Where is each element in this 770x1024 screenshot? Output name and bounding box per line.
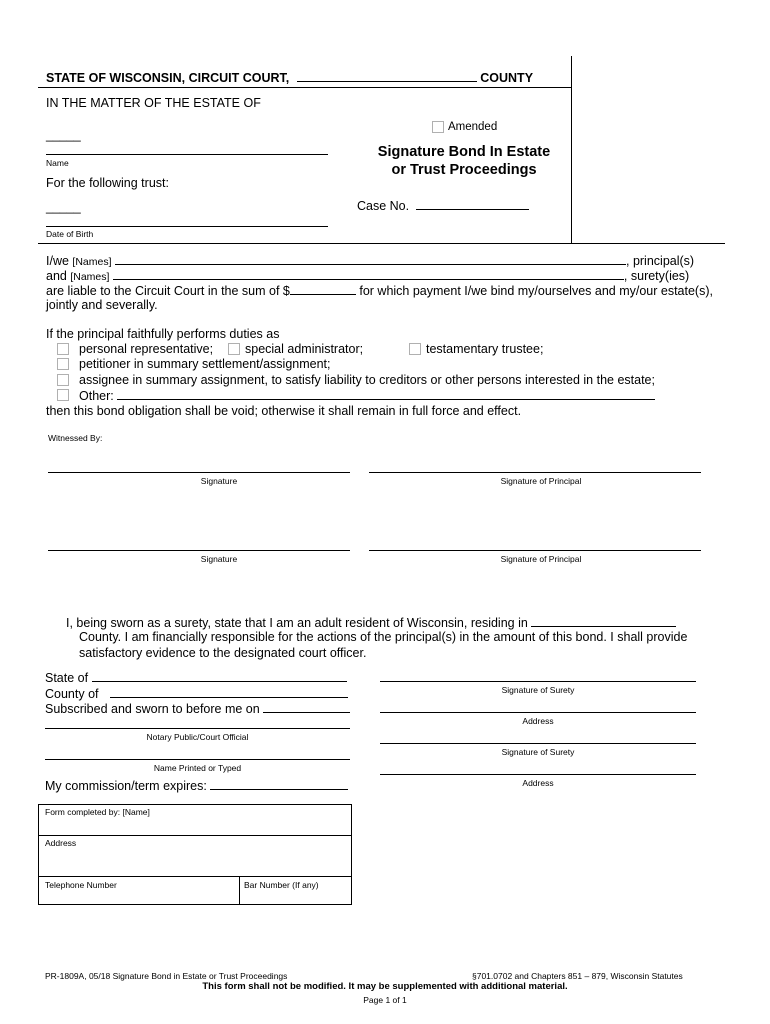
- surety-statement-line2: County. I am financially responsible for the actions of the principal(s) in the amount of this bond. I shall provide: [79, 630, 688, 644]
- iwe-label: I/we: [46, 254, 69, 268]
- form-title-line1: Signature Bond In Estate: [377, 144, 551, 160]
- state-circuit-label: STATE OF WISCONSIN, CIRCUIT COURT,: [46, 71, 290, 85]
- surety-row: [46, 268, 689, 283]
- surety-statement-text-1: I, being sworn as a surety, state that I am an adult resident of Wisconsin, residing in: [66, 616, 528, 630]
- witness-signature-line-1[interactable]: [48, 472, 350, 473]
- personal-rep-checkbox[interactable]: [57, 343, 69, 355]
- surety-signature-label-1: Signature of Surety: [501, 685, 575, 695]
- liable-text-b: for which payment I/we bind my/ourselves and my/our estate(s),: [359, 284, 713, 298]
- special-admin-checkbox[interactable]: [228, 343, 240, 355]
- amended-checkbox[interactable]: [432, 121, 444, 133]
- liable-row: [46, 283, 713, 298]
- petitioner-label: petitioner in summary settlement/assignment;: [79, 357, 331, 371]
- names-placeholder-1: [Names]: [72, 256, 112, 268]
- state-of-field[interactable]: [92, 670, 347, 682]
- surety-statement-line1: [66, 615, 676, 630]
- personal-rep-label: personal representative;: [79, 342, 214, 356]
- amended-label: Amended: [448, 121, 498, 133]
- county-field[interactable]: [297, 70, 477, 82]
- other-checkbox[interactable]: [57, 389, 69, 401]
- dob-blank: _____: [46, 200, 81, 214]
- footer-not-modified: This form shall not be modified. It may be supplemented with additional material.: [202, 981, 568, 992]
- notary-label: Notary Public/Court Official: [146, 732, 249, 742]
- liable-text-a: are liable to the Circuit Court in the sum of $: [46, 284, 290, 298]
- if-principal-text: If the principal faithfully performs duties as: [46, 327, 280, 341]
- other-field[interactable]: [117, 388, 655, 400]
- principal-signature-label-2: Signature of Principal: [500, 554, 582, 564]
- sureties-label: , surety(ies): [623, 269, 690, 283]
- assignee-checkbox[interactable]: [57, 374, 69, 386]
- commission-expiry-field[interactable]: [210, 778, 348, 790]
- footer-form-id: PR-1809A, 05/18 Signature Bond in Estate or Trust Proceedings: [45, 971, 288, 981]
- principals-label: , principal(s): [626, 254, 695, 268]
- commission-row: [45, 778, 348, 793]
- trust-label: For the following trust:: [46, 176, 169, 190]
- testamentary-trustee-checkbox[interactable]: [409, 343, 421, 355]
- subscribed-label: Subscribed and sworn to before me on: [45, 702, 260, 716]
- court-heading: [46, 70, 533, 85]
- principal-signature-label-1: Signature of Principal: [500, 476, 582, 486]
- surety-signature-line-2[interactable]: [380, 743, 696, 744]
- box-divider-1: [38, 835, 352, 836]
- name-label: Name: [46, 158, 69, 168]
- dob-field[interactable]: [46, 226, 328, 227]
- principal-names-field[interactable]: [115, 253, 626, 265]
- form-completed-label[interactable]: Form completed by: [Name]: [45, 807, 150, 817]
- notary-signature-line[interactable]: [45, 728, 350, 729]
- principal-signature-line-1[interactable]: [369, 472, 701, 473]
- surety-address-label-2: Address: [522, 778, 554, 788]
- sworn-date-field[interactable]: [263, 701, 350, 713]
- petitioner-checkbox[interactable]: [57, 358, 69, 370]
- residence-county-field[interactable]: [531, 615, 676, 627]
- surety-names-field[interactable]: [113, 268, 624, 280]
- state-of-row: [45, 670, 347, 685]
- case-no-label: Case No.: [357, 199, 410, 213]
- header-bottom-rule: [38, 243, 725, 244]
- telephone-label[interactable]: Telephone Number: [45, 880, 117, 890]
- testamentary-trustee-label: testamentary trustee;: [426, 342, 544, 356]
- footer-statutes: §701.0702 and Chapters 851 – 879, Wisconsin Statutes: [472, 971, 683, 981]
- county-label: COUNTY: [480, 71, 534, 85]
- county-of-field[interactable]: [110, 686, 348, 698]
- witness-signature-label-2: Signature: [200, 554, 238, 564]
- special-admin-label: special administrator;: [245, 342, 364, 356]
- other-row: [79, 388, 655, 403]
- subscribed-row: [45, 701, 350, 716]
- witness-signature-line-2[interactable]: [48, 550, 350, 551]
- box-divider-vertical: [239, 876, 240, 905]
- case-no-field[interactable]: [416, 198, 529, 210]
- box-divider-2: [38, 876, 352, 877]
- surety-address-line-2[interactable]: [380, 774, 696, 775]
- name-printed-line[interactable]: [45, 759, 350, 760]
- name-field[interactable]: [46, 154, 328, 155]
- state-of-label: State of: [45, 671, 89, 685]
- surety-signature-label-2: Signature of Surety: [501, 747, 575, 757]
- name-printed-label: Name Printed or Typed: [153, 763, 242, 773]
- surety-statement-line3: satisfactory evidence to the designated court officer.: [79, 646, 367, 660]
- witness-signature-label-1: Signature: [200, 476, 238, 486]
- header-divider: [38, 87, 572, 88]
- assignee-label: assignee in summary assignment, to satisfy liability to creditors or other persons interested in the estate;: [79, 373, 655, 387]
- name-blank: _____: [46, 128, 81, 142]
- principal-signature-line-2[interactable]: [369, 550, 701, 551]
- case-number-row: [357, 198, 529, 213]
- and-label: and: [46, 269, 67, 283]
- bond-amount-field[interactable]: [290, 283, 356, 295]
- county-of-label: County of: [45, 687, 99, 701]
- then-void-text: then this bond obligation shall be void; otherwise it shall remain in full force and effect.: [46, 404, 522, 418]
- names-placeholder-2: [Names]: [70, 271, 110, 283]
- dob-label: Date of Birth: [46, 229, 94, 239]
- commission-label: My commission/term expires:: [45, 779, 207, 793]
- form-title-line2: or Trust Proceedings: [391, 162, 537, 178]
- bar-number-label[interactable]: Bar Number (If any): [244, 880, 319, 890]
- footer-page-number: Page 1 of 1: [363, 995, 407, 1005]
- matter-label: IN THE MATTER OF THE ESTATE OF: [46, 96, 261, 110]
- jointly-text: jointly and severally.: [46, 298, 158, 312]
- surety-address-line-1[interactable]: [380, 712, 696, 713]
- other-label: Other:: [79, 389, 114, 403]
- witnessed-label: Witnessed By:: [48, 433, 103, 443]
- principal-row: [46, 253, 694, 268]
- county-of-row: [45, 686, 348, 701]
- completed-address-label[interactable]: Address: [45, 838, 77, 848]
- surety-address-label-1: Address: [522, 716, 554, 726]
- surety-signature-line-1[interactable]: [380, 681, 696, 682]
